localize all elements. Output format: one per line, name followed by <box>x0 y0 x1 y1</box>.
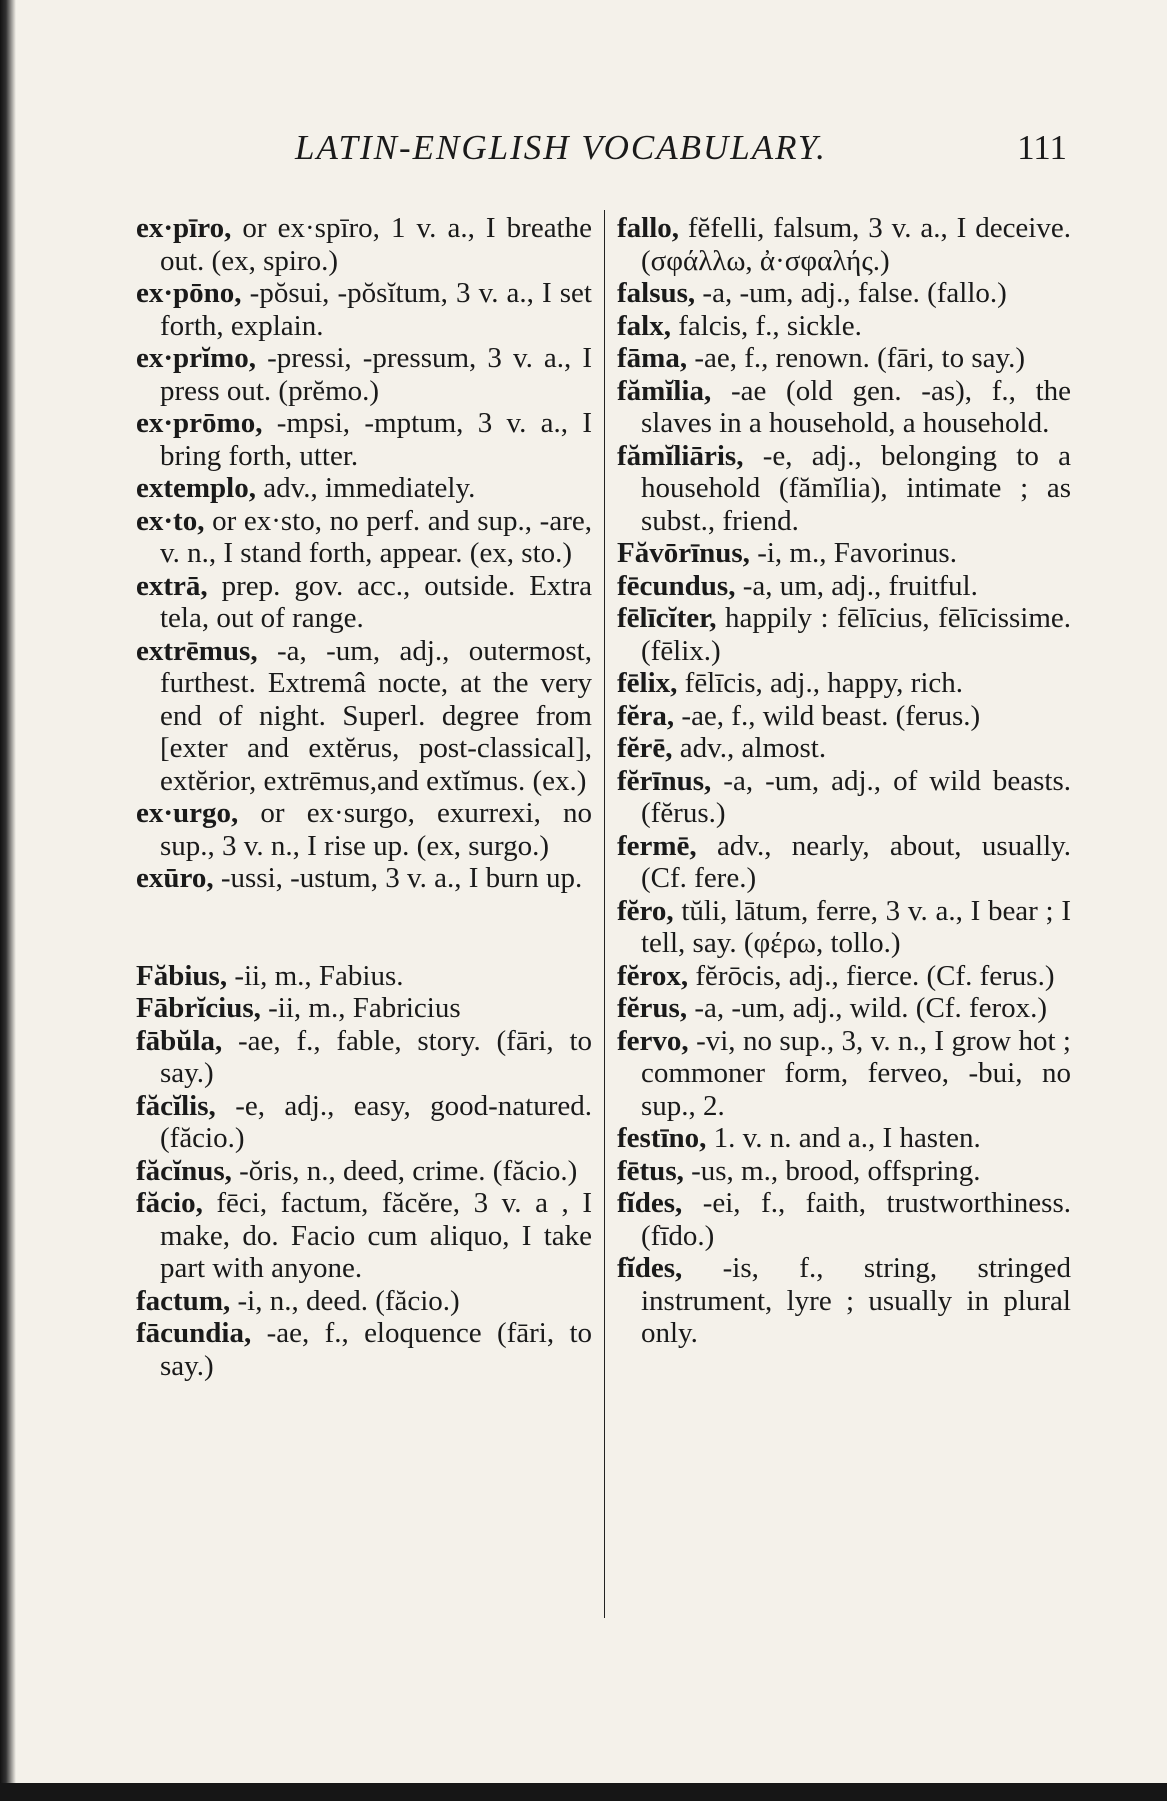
definition: happily : fēlīcius, fēlīcissime. (fēlix.) <box>641 602 1071 667</box>
dictionary-entry <box>136 1317 592 1382</box>
dictionary-entry <box>136 407 592 472</box>
definition: -a, um, adj., fruitful. <box>735 569 978 602</box>
headword: extemplo, <box>136 472 256 504</box>
definition: -ae, f., eloquence (fāri, to say.) <box>160 1317 592 1382</box>
headword: făcĭlis, <box>136 1089 216 1122</box>
headword: fāma, <box>617 342 688 374</box>
right-column <box>617 212 1071 1350</box>
headword: fācundia, <box>136 1317 252 1349</box>
definition: adv., nearly, about, usually. (Cf. fere.) <box>641 829 1071 894</box>
definition: -e, adj., easy, good-natured. (făcio.) <box>160 1089 592 1154</box>
definition: -i, m., Favorinus. <box>749 537 957 569</box>
dictionary-entry <box>617 895 1071 960</box>
headword: extrā, <box>136 569 208 602</box>
headword: fĕrē, <box>617 732 673 764</box>
definition: or ex·surgo, exurrexi, no sup., 3 v. n., I rise up. (ex, surgo.) <box>160 797 592 862</box>
definition: -a, -um, adj., outermost, furthest. Extremâ nocte, at the very end of night. Superl. degree from [exter and extĕrus, post-classical], extĕrior, extrēmus,and extĭmus. (ex.) <box>160 634 592 797</box>
headword: fĕrus, <box>617 992 688 1024</box>
definition: -ae, f., fable, story. (fāri, to say.) <box>160 1024 592 1089</box>
dictionary-entry <box>617 1155 1071 1188</box>
column-divider <box>604 210 605 1618</box>
scan-bottom-edge <box>0 1783 1167 1801</box>
headword: ex·to, <box>136 504 205 537</box>
definition: tŭli, lātum, ferre, 3 v. a., I bear ; I tell, say. (φέρω, tollo.) <box>641 894 1071 959</box>
dictionary-entry <box>136 1090 592 1155</box>
headword: festīno, <box>617 1122 707 1154</box>
headword: extrēmus, <box>136 634 258 667</box>
definition: -us, m., brood, offspring. <box>683 1154 981 1187</box>
dictionary-entry <box>136 1155 592 1188</box>
headword: ex·pōno, <box>136 277 242 309</box>
definition: -ei, f., faith, trustworthiness. (fīdo.) <box>641 1187 1071 1252</box>
headword: exūro, <box>136 862 214 894</box>
definition: fĕfelli, falsum, 3 v. a., I deceive. (σφάλλω, ἀ·σφαλής.) <box>641 212 1071 277</box>
headword: ex·prōmo, <box>136 407 263 439</box>
headword: fābŭla, <box>136 1024 223 1057</box>
definition: -ii, m., Fabius. <box>227 959 404 992</box>
headword: fămĭliāris, <box>617 439 744 472</box>
dictionary-entry <box>617 960 1071 993</box>
headword: fēlix, <box>617 667 678 699</box>
dictionary-entry <box>617 537 1071 570</box>
dictionary-entry <box>136 797 592 862</box>
definition: adv., immediately. <box>256 472 476 504</box>
definition: -i, n., deed. (făcio.) <box>230 1284 460 1317</box>
dictionary-entry <box>617 602 1071 667</box>
dictionary-entry <box>617 310 1071 343</box>
headword: factum, <box>136 1284 231 1317</box>
definition: fēlīcis, adj., happy, rich. <box>677 667 964 699</box>
dictionary-entry <box>617 1122 1071 1155</box>
headword: făcio, <box>136 1187 203 1219</box>
definition: -ae, f., renown. (fāri, to say.) <box>687 342 1025 374</box>
headword: fallo, <box>617 212 680 244</box>
definition: -vi, no sup., 3, v. n., I grow hot ; commoner form, ferveo, -bui, no sup., 2. <box>641 1024 1071 1122</box>
dictionary-entry <box>617 1252 1071 1350</box>
headword: fĕra, <box>617 699 675 732</box>
dictionary-entry <box>617 440 1071 538</box>
definition: prep. gov. acc., outside. Extra tela, out of range. <box>160 569 592 634</box>
running-title: LATIN-ENGLISH VOCABULARY. <box>295 128 827 167</box>
definition: -ii, m., Fabricius <box>260 992 461 1024</box>
dictionary-entry <box>136 505 592 570</box>
dictionary-entry <box>136 1187 592 1285</box>
dictionary-entry <box>617 342 1071 375</box>
headword: fĕrox, <box>617 959 689 992</box>
definition: falcis, f., sickle. <box>670 309 862 342</box>
dictionary-entry <box>136 212 592 277</box>
headword: ex·prĭmo, <box>136 342 257 374</box>
headword: fētus, <box>617 1154 684 1187</box>
headword: fervo, <box>617 1024 689 1057</box>
dictionary-entry <box>136 342 592 407</box>
headword: fĕro, <box>617 894 674 927</box>
dictionary-entry <box>617 277 1071 310</box>
definition: -ŏris, n., deed, crime. (făcio.) <box>231 1154 578 1187</box>
headword: fĭdes, <box>617 1252 683 1284</box>
definition: -ussi, -ustum, 3 v. a., I burn up. <box>213 862 583 894</box>
left-column <box>136 212 592 1382</box>
dictionary-entry <box>617 700 1071 733</box>
definition: -e, adj., belonging to a household (fămĭlia), intimate ; as subst., friend. <box>641 439 1071 537</box>
headword: fămĭlia, <box>617 374 712 407</box>
dictionary-entry <box>617 830 1071 895</box>
definition: -a, -um, adj., wild. (Cf. ferox.) <box>687 992 1048 1024</box>
headword: Fābrĭcius, <box>136 992 261 1024</box>
dictionary-entry <box>136 960 592 993</box>
dictionary-entry <box>617 570 1071 603</box>
dictionary-entry <box>617 732 1071 765</box>
definition: fĕrōcis, adj., fierce. (Cf. ferus.) <box>688 959 1055 992</box>
definition: 1. v. n. and a., I hasten. <box>706 1122 981 1154</box>
dictionary-entry <box>617 765 1071 830</box>
headword: ex·pīro, <box>136 212 232 244</box>
dictionary-entry <box>617 1025 1071 1123</box>
definition: -a, -um, adj., of wild beasts. (fĕrus.) <box>641 764 1071 829</box>
definition: -a, -um, adj., false. (fallo.) <box>695 277 1007 309</box>
dictionary-entry <box>617 212 1071 277</box>
headword: fermē, <box>617 829 697 862</box>
headword: fēlīcĭter, <box>617 602 717 634</box>
definition: -ae (old gen. -as), f., the slaves in a household, a household. <box>641 374 1071 439</box>
definition: -pŏsui, -pŏsĭtum, 3 v. a., I set forth, explain. <box>160 277 592 342</box>
page-number: 111 <box>1017 128 1067 167</box>
dictionary-entry <box>617 1187 1071 1252</box>
definition: fēci, factum, făcĕre, 3 v. a , I make, do. Facio cum aliquo, I take part with anyone. <box>160 1187 592 1284</box>
definition: -is, f., string, stringed instrument, lyre ; usually in plural only. <box>641 1252 1071 1349</box>
headword: fĕrīnus, <box>617 764 712 797</box>
letter-section-gap <box>136 895 592 960</box>
definition: or ex·sto, no perf. and sup., -are, v. n., I stand forth, appear. (ex, sto.) <box>160 504 592 569</box>
dictionary-entry <box>617 375 1071 440</box>
dictionary-entry <box>136 277 592 342</box>
definition: or ex·spīro, 1 v. a., I breathe out. (ex, spiro.) <box>160 212 592 277</box>
scan-binding-edge <box>0 0 16 1801</box>
headword: făcĭnus, <box>136 1154 232 1187</box>
dictionary-entry <box>136 472 592 505</box>
page-header <box>0 128 1167 176</box>
headword: ex·urgo, <box>136 797 239 829</box>
dictionary-entry <box>136 1025 592 1090</box>
definition: -pressi, -pressum, 3 v. a., I press out. (prĕmo.) <box>160 342 592 407</box>
dictionary-entry <box>136 992 592 1025</box>
headword: Făvōrīnus, <box>617 537 750 569</box>
dictionary-entry <box>136 570 592 635</box>
definition: -mpsi, -mptum, 3 v. a., I bring forth, utter. <box>160 407 592 472</box>
headword: falsus, <box>617 277 696 309</box>
definition: -ae, f., wild beast. (ferus.) <box>674 699 981 732</box>
headword: Făbius, <box>136 959 228 992</box>
headword: fĭdes, <box>617 1187 683 1219</box>
dictionary-entry <box>617 667 1071 700</box>
dictionary-entry <box>136 635 592 798</box>
headword: falx, <box>617 309 671 342</box>
dictionary-entry <box>617 992 1071 1025</box>
dictionary-entry <box>136 862 592 895</box>
headword: fēcundus, <box>617 569 736 602</box>
dictionary-entry <box>136 1285 592 1318</box>
definition: adv., almost. <box>672 732 827 764</box>
